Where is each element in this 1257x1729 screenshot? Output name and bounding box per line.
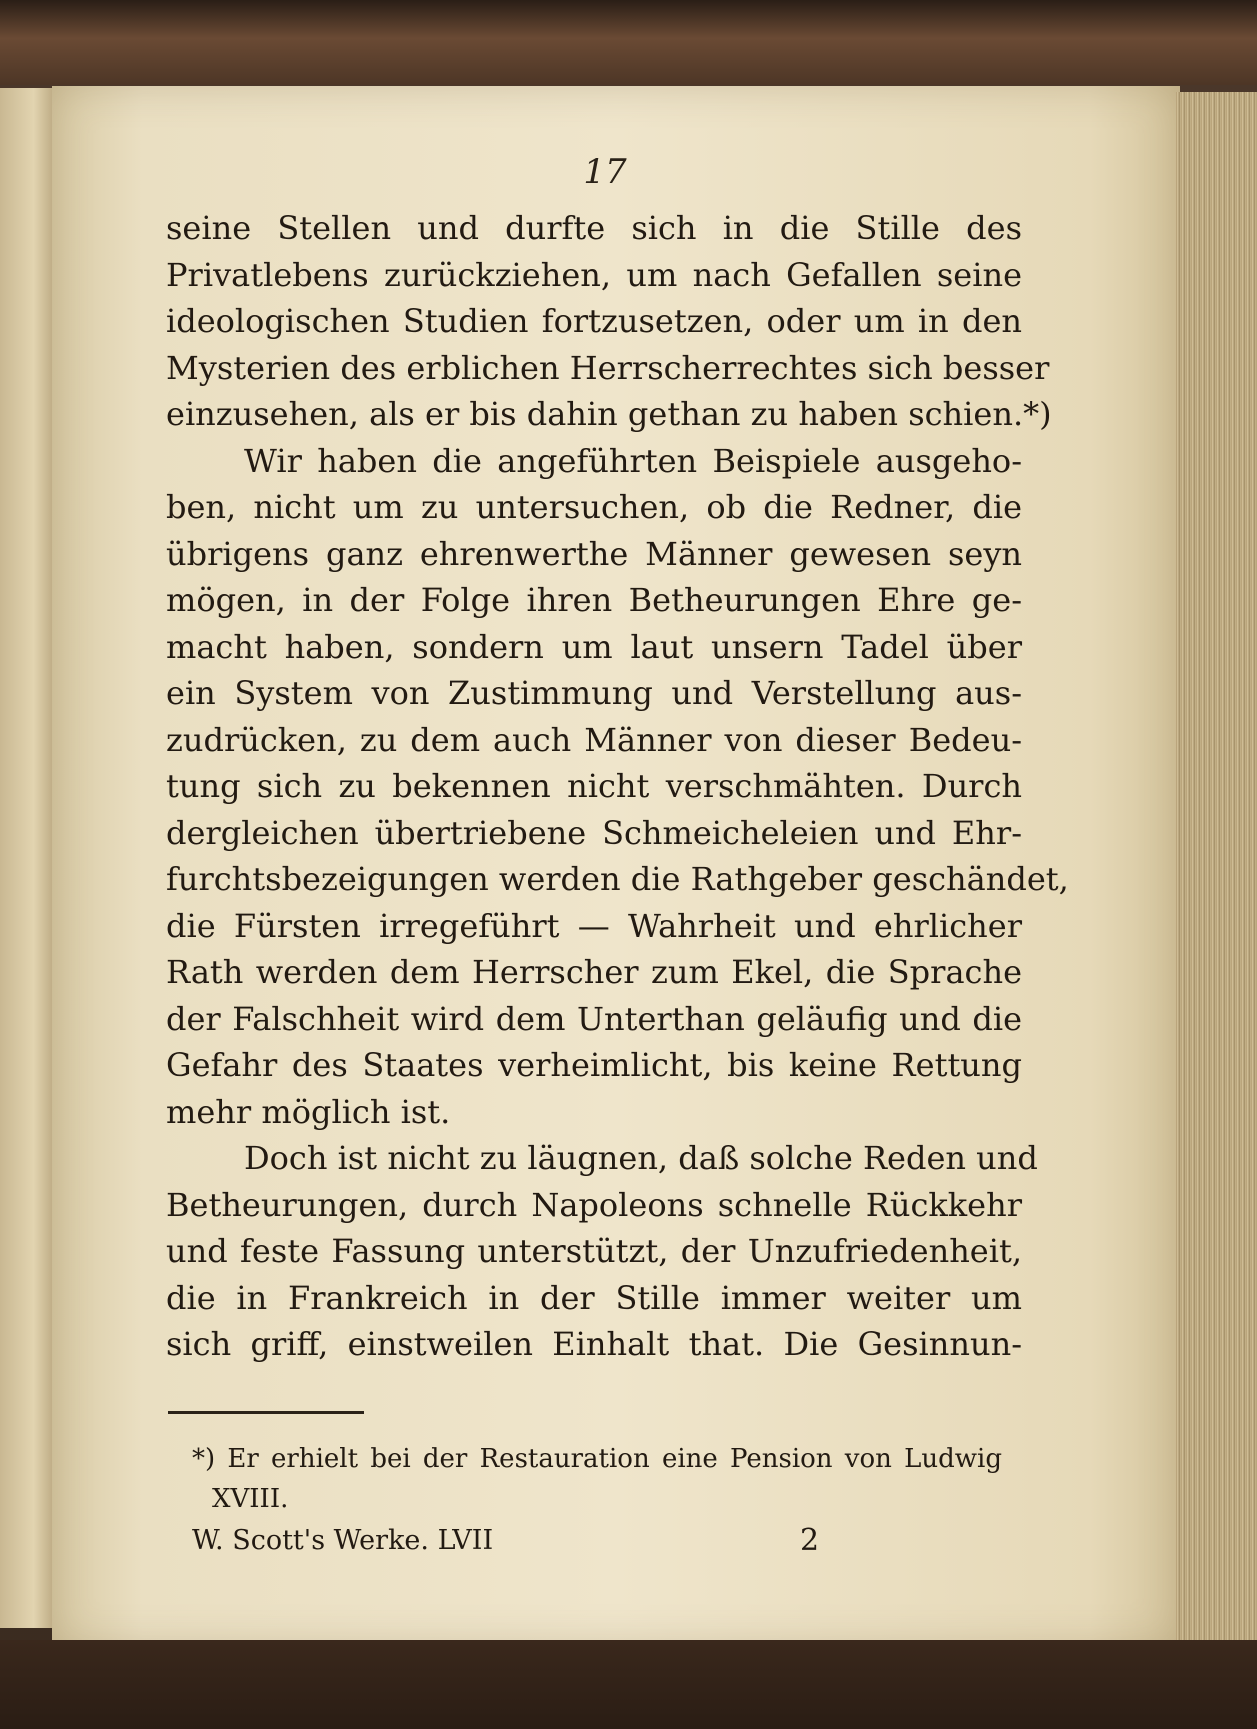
text-line: Privatlebens zurückziehen, um nach Gefallen seine <box>166 255 1022 294</box>
text-line: macht haben, sondern um laut unsern Tadel über <box>166 627 1022 666</box>
footnote-line: XVIII. <box>212 1484 289 1514</box>
text-line: furchtsbezeigungen werden die Rathgeber geschändet, <box>166 860 1069 898</box>
text-line: ein System von Zustimmung und Verstellung aus- <box>166 674 1022 712</box>
page-stack-edges <box>1176 92 1257 1652</box>
text-line: dergleichen übertriebene Schmeicheleien und Ehr- <box>166 813 1022 852</box>
text-line: die in Frankreich in der Stille immer weiter um <box>166 1278 1022 1317</box>
left-page-edge <box>0 88 56 1628</box>
text-line: zudrücken, zu dem auch Männer von dieser Bedeu- <box>166 720 1022 759</box>
footnote-line: *) Er erhielt bei der Restauration eine Pension von Ludwig <box>192 1444 1002 1474</box>
book-cover-top <box>0 0 1257 85</box>
book-cover-bottom <box>0 1640 1257 1729</box>
text-line: Betheurungen, durch Napoleons schnelle Rückkehr <box>166 1185 1022 1224</box>
text-line: Gefahr des Staates verheimlicht, bis keine Rettung <box>166 1046 1022 1084</box>
page-number: 17 <box>583 152 627 192</box>
text-line: die Fürsten irregeführt — Wahrheit und ehrlicher <box>166 906 1022 945</box>
sheet-number: 2 <box>800 1523 820 1558</box>
text-line: und feste Fassung unterstützt, der Unzufriedenheit, <box>166 1232 1022 1270</box>
text-line: Doch ist nicht zu läugnen, daß solche Reden und <box>244 1139 1038 1177</box>
text-line: Rath werden dem Herrscher zum Ekel, die Sprache <box>166 953 1022 991</box>
text-line: übrigens ganz ehrenwerthe Männer gewesen seyn <box>166 534 1022 573</box>
text-line: der Falschheit wird dem Unterthan geläufig und die <box>166 999 1022 1038</box>
footnote-divider <box>168 1411 364 1414</box>
text-line: einzusehen, als er bis dahin gethan zu haben schien.*) <box>166 395 1052 433</box>
text-line: ideologischen Studien fortzusetzen, oder um in den <box>166 302 1022 340</box>
text-line: mehr möglich ist. <box>166 1092 451 1131</box>
text-line: ben, nicht um zu untersuchen, ob die Redner, die <box>166 488 1022 526</box>
text-line: Mysterien des erblichen Herrscherrechtes sich besser <box>166 348 1050 387</box>
text-line: sich griff, einstweilen Einhalt that. Die Gesinnun- <box>166 1325 1022 1363</box>
signature-mark: W. Scott's Werke. LVII <box>192 1525 494 1556</box>
text-line: tung sich zu bekennen nicht verschmähten. Durch <box>166 767 1022 805</box>
body-text <box>166 205 1069 1368</box>
text-line: seine Stellen und durfte sich in die Stille des <box>166 209 1022 247</box>
footnote <box>192 1439 1002 1519</box>
text-line: Wir haben die angeführten Beispiele ausgeho- <box>244 441 1022 480</box>
text-line: mögen, in der Folge ihren Betheurungen Ehre ge- <box>166 581 1022 619</box>
